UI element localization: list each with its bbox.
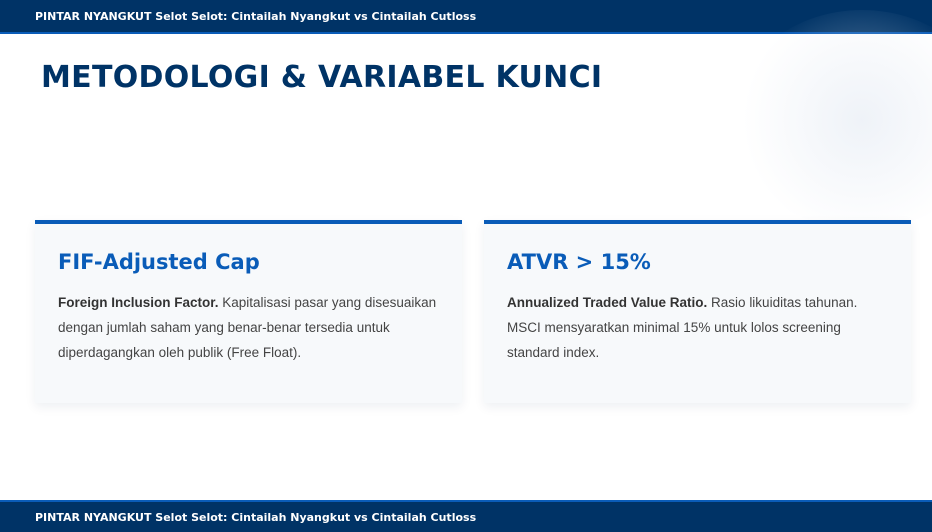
card-atvr bbox=[484, 220, 911, 403]
footer-text: PINTAR NYANGKUT Selot Selot: Cintailah Nyangkut vs Cintailah Cutloss bbox=[35, 510, 477, 524]
card-body-text: Rasio likuiditas tahunan. MSCI mensyaratkan minimal 15% untuk lolos screening standard index. bbox=[507, 295, 858, 360]
header-text: PINTAR NYANGKUT Selot Selot: Cintailah Nyangkut vs Cintailah Cutloss bbox=[35, 9, 477, 23]
background-glow bbox=[732, 10, 932, 230]
card-description bbox=[507, 290, 889, 365]
card-description bbox=[58, 290, 440, 365]
footer-bar bbox=[0, 500, 932, 532]
page-title: METODOLOGI & VARIABEL KUNCI bbox=[41, 60, 603, 95]
card-heading: ATVR > 15% bbox=[507, 250, 651, 274]
card-heading: FIF-Adjusted Cap bbox=[58, 250, 260, 274]
card-term: Foreign Inclusion Factor. bbox=[58, 295, 219, 310]
card-body-text: Kapitalisasi pasar yang disesuaikan dengan jumlah saham yang benar-benar tersedia untuk diperdagangkan oleh publik (Free Float). bbox=[58, 295, 437, 360]
card-term: Annualized Traded Value Ratio. bbox=[507, 295, 708, 310]
card-fif-adjusted-cap bbox=[35, 220, 462, 403]
